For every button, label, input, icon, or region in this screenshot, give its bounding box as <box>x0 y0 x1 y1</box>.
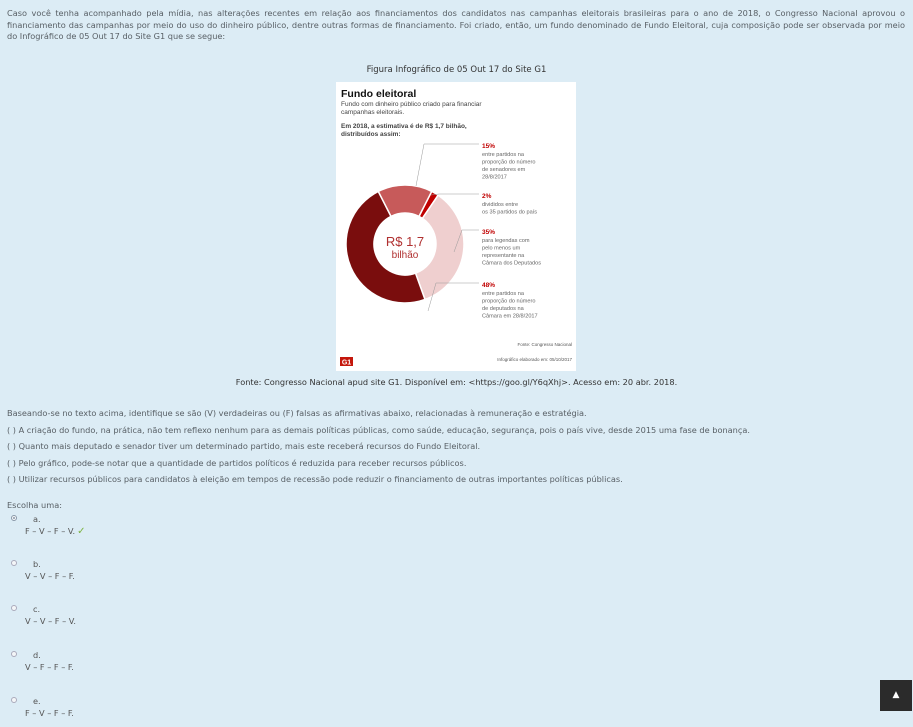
correct-check-icon: ✓ <box>77 526 86 537</box>
option-d-letter: d. <box>33 650 41 660</box>
slice-label-desc: os 35 partidos do país <box>482 209 538 216</box>
slice-labels <box>482 143 541 320</box>
slice-label-desc: representante na <box>482 253 525 259</box>
question-statement: Baseando-se no texto acima, identifique se são (V) verdadeiras ou (F) falsas as afirmativas abaixo, relacionadas à remuneração e estratégia. <box>7 408 587 418</box>
infographic-source: Fonte: Congresso Nacional <box>517 342 572 347</box>
slice-label-desc: divididos entre <box>482 202 519 208</box>
back-to-top-button[interactable] <box>880 680 912 711</box>
option-e-radio[interactable] <box>11 697 17 703</box>
slice-label-desc: entre partidos na <box>482 152 524 158</box>
infographic-title: Fundo eleitoral <box>341 88 417 100</box>
option-a-text <box>25 526 85 537</box>
option-a-letter: a. <box>33 514 41 524</box>
slice-label-desc: de deputados na <box>482 306 524 312</box>
option-a[interactable] <box>11 515 211 545</box>
option-c-text: V – V – F – V. <box>25 616 76 626</box>
option-d-radio[interactable] <box>11 651 17 657</box>
option-b[interactable] <box>11 560 211 590</box>
infographic-credit: Infográfico elaborado em: 05/10/2017 <box>497 357 572 362</box>
infographic-subtitle-1: Fundo com dinheiro público criado para financiar <box>341 101 482 108</box>
leader-line <box>416 144 479 186</box>
option-a-radio[interactable] <box>11 515 17 521</box>
infographic-image <box>336 82 576 371</box>
option-e-letter: e. <box>33 696 41 706</box>
slice-label-desc: proporção do número <box>482 159 536 166</box>
slice-label-desc: entre partidos na <box>482 291 524 297</box>
option-c-radio[interactable] <box>11 605 17 611</box>
option-c[interactable] <box>11 605 211 635</box>
statement-3: ( ) Pelo gráfico, pode-se notar que a quantidade de partidos políticos é reduzida para receber recursos públicos. <box>7 458 467 468</box>
slice-label-desc: Câmara em 28/8/2017 <box>482 313 538 320</box>
slice-label-pct: 48% <box>482 282 496 289</box>
slice-label-desc: proporção do número <box>482 298 536 305</box>
option-b-text: V – V – F – F. <box>25 571 75 581</box>
option-b-letter: b. <box>33 559 41 569</box>
slice-label-desc: de senadores em <box>482 167 526 173</box>
slice-label-pct: 2% <box>482 193 492 200</box>
statement-2: ( ) Quanto mais deputado e senador tiver um determinado partido, mais este receberá recursos do Fundo Eleitoral. <box>7 441 481 451</box>
infographic-estimate-1: Em 2018, a estimativa é de R$ 1,7 bilhão, <box>341 123 467 130</box>
statement-1: ( ) A criação do fundo, na prática, não tem reflexo nenhum para as demais políticas públicas, como saúde, educação, segurança, pois o país vive, desde 2015 uma fase de bonança. <box>7 425 750 435</box>
slice-label-desc: Câmara dos Deputados <box>482 260 542 267</box>
option-b-radio[interactable] <box>11 560 17 566</box>
option-c-letter: c. <box>33 604 41 614</box>
option-e-text: F – V – F – F. <box>25 708 74 718</box>
slice-label-desc: pelo menos um <box>482 245 521 252</box>
slice-label-pct: 35% <box>482 229 496 236</box>
slice-label-desc: 28/8/2017 <box>482 174 507 181</box>
caret-up-icon: ▲ <box>892 690 900 700</box>
option-d[interactable] <box>11 651 211 681</box>
figure-title: Figura Infográfico de 05 Out 17 do Site G1 <box>366 65 547 75</box>
infographic-svg <box>336 82 576 371</box>
slice-label-pct: 15% <box>482 143 496 150</box>
choose-label: Escolha uma: <box>7 500 62 510</box>
figure-source: Fonte: Congresso Nacional apud site G1. Disponível em: <https://goo.gl/Y6qXhj>. Acesso em: 20 abr. 2018. <box>235 377 678 387</box>
option-a-answer: F – V – F – V. <box>25 526 76 536</box>
slice-label-desc: para legendas com <box>482 238 530 244</box>
intro-text: Caso você tenha acompanhado pela mídia, nas alterações recentes em relação aos financiamentos dos candidatos nas campanhas eleitorais brasileiras para o ano de 2018, o Congresso Nacional aprovou o financiamento das campanhas por meio do uso do dinheiro público, dentre outras formas de financiamento. Foi criado, então, um fundo denominado de Fundo Eleitoral, cuja composição pode ser observada por meio do Infográfico de 05 Out 17 do Site G1 que se segue: <box>7 8 905 41</box>
infographic-subtitle-2: campanhas eleitorais. <box>341 109 405 116</box>
infographic-estimate-2: distribuídos assim: <box>341 131 401 138</box>
option-e[interactable] <box>11 697 211 727</box>
donut-center-value: R$ 1,7 <box>385 234 425 249</box>
option-d-text: V – F – F – F. <box>25 662 74 672</box>
donut-center-unit: bilhão <box>391 250 419 261</box>
statement-4: ( ) Utilizar recursos públicos para candidatos à eleição em tempos de recessão pode reduzir o financiamento de outras importantes políticas públicas. <box>7 474 623 484</box>
g1-logo-text: G1 <box>341 359 352 367</box>
